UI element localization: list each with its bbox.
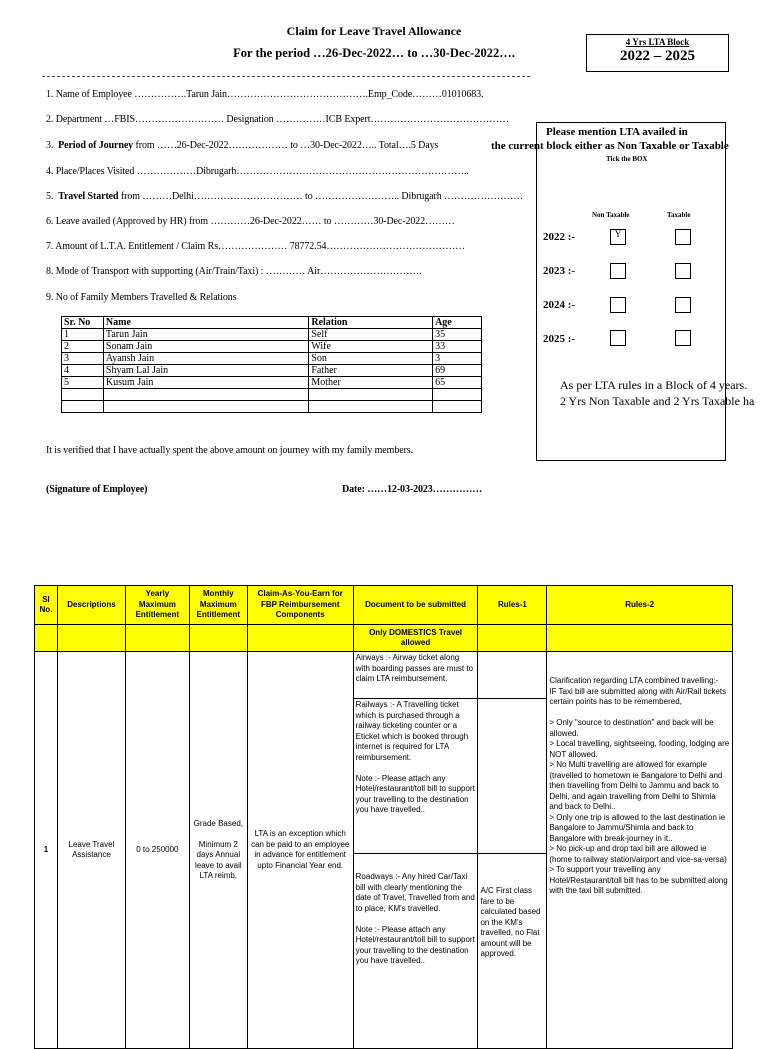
sr-no-cell <box>62 389 104 401</box>
age-cell: 65 <box>433 377 482 389</box>
rules-table-subheader <box>35 625 733 652</box>
relation-cell: Son <box>309 353 433 365</box>
year-label: 2024 :- <box>543 299 576 311</box>
relation-cell: Mother <box>309 377 433 389</box>
field-number: 5. <box>46 191 54 202</box>
non-taxable-checkbox[interactable] <box>610 229 626 245</box>
non-taxable-checkbox[interactable] <box>610 263 626 279</box>
field-places-visited: 4. Place/Places Visited ………………Dibrugarh…………………………………………………………….. <box>46 166 469 177</box>
field-family-members: 9. No of Family Members Travelled & Relations <box>46 292 237 303</box>
name-cell: Ayansh Jain <box>103 353 308 365</box>
name-cell: Shyam Lal Jain <box>103 365 308 377</box>
field-period-of-journey <box>46 140 438 151</box>
sr-no-cell: 4 <box>62 365 104 377</box>
age-cell: 33 <box>433 341 482 353</box>
taxable-checkbox[interactable] <box>675 330 691 346</box>
relation-cell: Self <box>309 329 433 341</box>
col-non-taxable: Non Taxable <box>592 211 630 219</box>
signature-label: (Signature of Employee) <box>46 484 148 495</box>
rules-row <box>35 652 733 699</box>
sl-no-cell: 1 <box>35 652 58 1049</box>
relation-cell: Father <box>309 365 433 377</box>
year-label: 2022 :- <box>543 231 576 243</box>
age-cell: 35 <box>433 329 482 341</box>
lta-rules-table <box>34 585 733 1049</box>
header-cell: Monthly Maximum Entitlement <box>189 586 247 625</box>
family-table-row <box>62 329 482 341</box>
monthly-entitlement-cell: Grade Based, Minimum 2 days Annual leave to avail LTA reimb. <box>189 652 247 1049</box>
family-table-row <box>62 401 482 413</box>
header-divider <box>42 76 530 77</box>
sr-no-cell: 5 <box>62 377 104 389</box>
name-cell: Kusum Jain <box>103 377 308 389</box>
relation-cell <box>309 401 433 413</box>
field-employee-name: 1. Name of Employee …………….Tarun Jain…………………………………….Emp_Code………01010683. <box>46 89 484 100</box>
name-cell: Sonam Jain <box>103 341 308 353</box>
tick-the-box-label: Tick the BOX <box>606 155 648 163</box>
family-table-row <box>62 377 482 389</box>
family-table-row <box>62 365 482 377</box>
sr-no-cell: 2 <box>62 341 104 353</box>
field-mode-of-transport: 8. Mode of Transport with supporting (Air/Train/Taxi) : ………… Air…………………………. <box>46 266 422 277</box>
doc-railways-cell: Railways :- A Travelling ticket which is purchased through a railway ticketing counter or a Eticket which is booked through internet is required for LTA reimbursement. Note :- Please attach any Hotel/restaurant/toll bill to support your travelling to the destination you have travelled.. <box>353 699 478 854</box>
empty-cell <box>478 652 547 699</box>
empty-cell <box>247 625 353 652</box>
empty-cell <box>478 699 547 854</box>
family-members-table <box>61 316 482 413</box>
field-number: 3. <box>46 140 54 151</box>
empty-cell <box>57 625 125 652</box>
declaration-text: It is verified that I have actually spent the above amount on journey with my family members. <box>46 445 413 456</box>
taxable-checkbox[interactable] <box>675 263 691 279</box>
lta-panel-heading-1: Please mention LTA availed in <box>546 126 688 138</box>
year-label: 2025 :- <box>543 333 576 345</box>
empty-cell <box>478 625 547 652</box>
empty-cell <box>35 625 58 652</box>
empty-cell <box>547 625 733 652</box>
age-cell: 3 <box>433 353 482 365</box>
non-taxable-checkbox[interactable] <box>610 297 626 313</box>
lta-availed-panel <box>536 122 726 461</box>
header-cell: Yearly Maximum Entitlement <box>125 586 189 625</box>
header-cell: Document to be submitted <box>353 586 478 625</box>
lta-block-years: 2022 – 2025 <box>620 48 695 64</box>
date-field: Date: ……12-03-2023…………… <box>342 484 483 495</box>
lta-rule-line-1: As per LTA rules in a Block of 4 years. <box>560 378 748 392</box>
age-cell: 69 <box>433 365 482 377</box>
family-table-row <box>62 389 482 401</box>
non-taxable-checkbox[interactable] <box>610 330 626 346</box>
family-table-row <box>62 353 482 365</box>
relation-cell <box>309 389 433 401</box>
field-leave-availed: 6. Leave availed (Approved by HR) from …………26-Dec-2022…… to …………30-Dec-2022……… <box>46 216 455 227</box>
header-cell: Descriptions <box>57 586 125 625</box>
taxable-checkbox[interactable] <box>675 229 691 245</box>
header-cell: Age <box>433 317 482 329</box>
header-cell: Claim-As-You-Earn for FBP Reimbursement Components <box>247 586 353 625</box>
rules-2-cell: Clarification regarding LTA combined travelling:- IF Taxi bill are submitted along with Air/Rail tickets certain points has to be remembered, > Only "source to destination" and back will be allowed. > Local travelling, sightseeing, fooding, lodging are NOT allowed. > No Multi travelling are allowed for example (travelled to hometown ie Bangalore to Delhi and then travelling from Delhi to Jammu and back to Delhi, and again travelling from Delhi to Shimla and back to Delhi.. > Only one trip is allowed to the last destination ie Bangalore to Jammu/Shimla and back to Bangalore with break-journey in it.. > No pick-up and drop taxi bill are allowed ie (home to railway station/airport and vice-sa-versa) > To support your travelling any Hotel/Restaurant/toll bill has to be submitted along with the taxi bill submitted. <box>547 652 733 1049</box>
claim-component-cell: LTA is an exception which can be paid to an employee in advance for entitlement upto Financial Year end. <box>247 652 353 1049</box>
family-table-row <box>62 341 482 353</box>
only-domestic-note: Only DOMESTICS Travel allowed <box>353 625 478 652</box>
doc-roadways-cell: Roadways :- Any hired Car/Taxi bill with clearly mentioning the date of Travel, Travelled from and to place, KM's travelled. Note :- Please attach any Hotel/restaurant/toll bill to support your travelling to the destination you have travelled.. <box>353 854 478 1049</box>
taxable-checkbox[interactable] <box>675 297 691 313</box>
field-department: 2. Department …FBIS……………………… Designation ……………ICB Expert…………………………………… <box>46 114 509 125</box>
lta-panel-heading-2: the current block either as Non Taxable or Taxable <box>491 140 729 152</box>
age-cell <box>433 401 482 413</box>
family-table-header <box>62 317 482 329</box>
year-label: 2023 :- <box>543 265 576 277</box>
lta-block-label: 4 Yrs LTA Block <box>625 37 690 47</box>
form-period: For the period …26-Dec-2022… to …30-Dec-2022…. <box>233 46 515 60</box>
field-label-travel: Travel Started <box>58 191 119 202</box>
empty-cell <box>125 625 189 652</box>
rules-table-header <box>35 586 733 625</box>
lta-rule-line-2: 2 Yrs Non Taxable and 2 Yrs Taxable ha <box>560 394 755 408</box>
field-label-period: Period of Journey <box>58 140 134 151</box>
doc-airways-cell: Airways :- Airway ticket along with boarding passes are must to claim LTA reimbursement. <box>353 652 478 699</box>
header-cell: Sl No. <box>35 586 58 625</box>
field-lta-amount: 7. Amount of L.T.A. Entitlement / Claim Rs………………… 78772.54…………………………………… <box>46 241 465 252</box>
form-title: Claim for Leave Travel Allowance <box>286 24 462 38</box>
yearly-entitlement-cell: 0 to 250000 <box>125 652 189 1049</box>
age-cell <box>433 389 482 401</box>
check-mark: Y <box>614 229 622 239</box>
sr-no-cell <box>62 401 104 413</box>
rules-1-cell: A/C First class fare to be calculated based on the KM's travelled, no Flat amount will be approved. <box>478 854 547 1049</box>
lta-block-box <box>586 34 729 72</box>
sr-no-cell: 3 <box>62 353 104 365</box>
sr-no-cell: 1 <box>62 329 104 341</box>
name-cell <box>103 389 308 401</box>
header-cell: Rules-2 <box>547 586 733 625</box>
relation-cell: Wife <box>309 341 433 353</box>
name-cell <box>103 401 308 413</box>
description-cell: Leave Travel Assistance <box>57 652 125 1049</box>
field-value-travel: from ………Delhi…………………………… to …………………….. Dibrugarh …………………… <box>118 191 524 202</box>
header-cell: Relation <box>309 317 433 329</box>
col-taxable: Taxable <box>667 211 691 219</box>
header-cell: Name <box>103 317 308 329</box>
field-travel-started <box>46 191 523 202</box>
header-cell: Sr. No <box>62 317 104 329</box>
empty-cell <box>189 625 247 652</box>
header-cell: Rules-1 <box>478 586 547 625</box>
name-cell: Tarun Jain <box>103 329 308 341</box>
field-value-period: from ……26-Dec-2022……………… to …30-Dec-2022….. Total….5 Days <box>133 140 439 151</box>
